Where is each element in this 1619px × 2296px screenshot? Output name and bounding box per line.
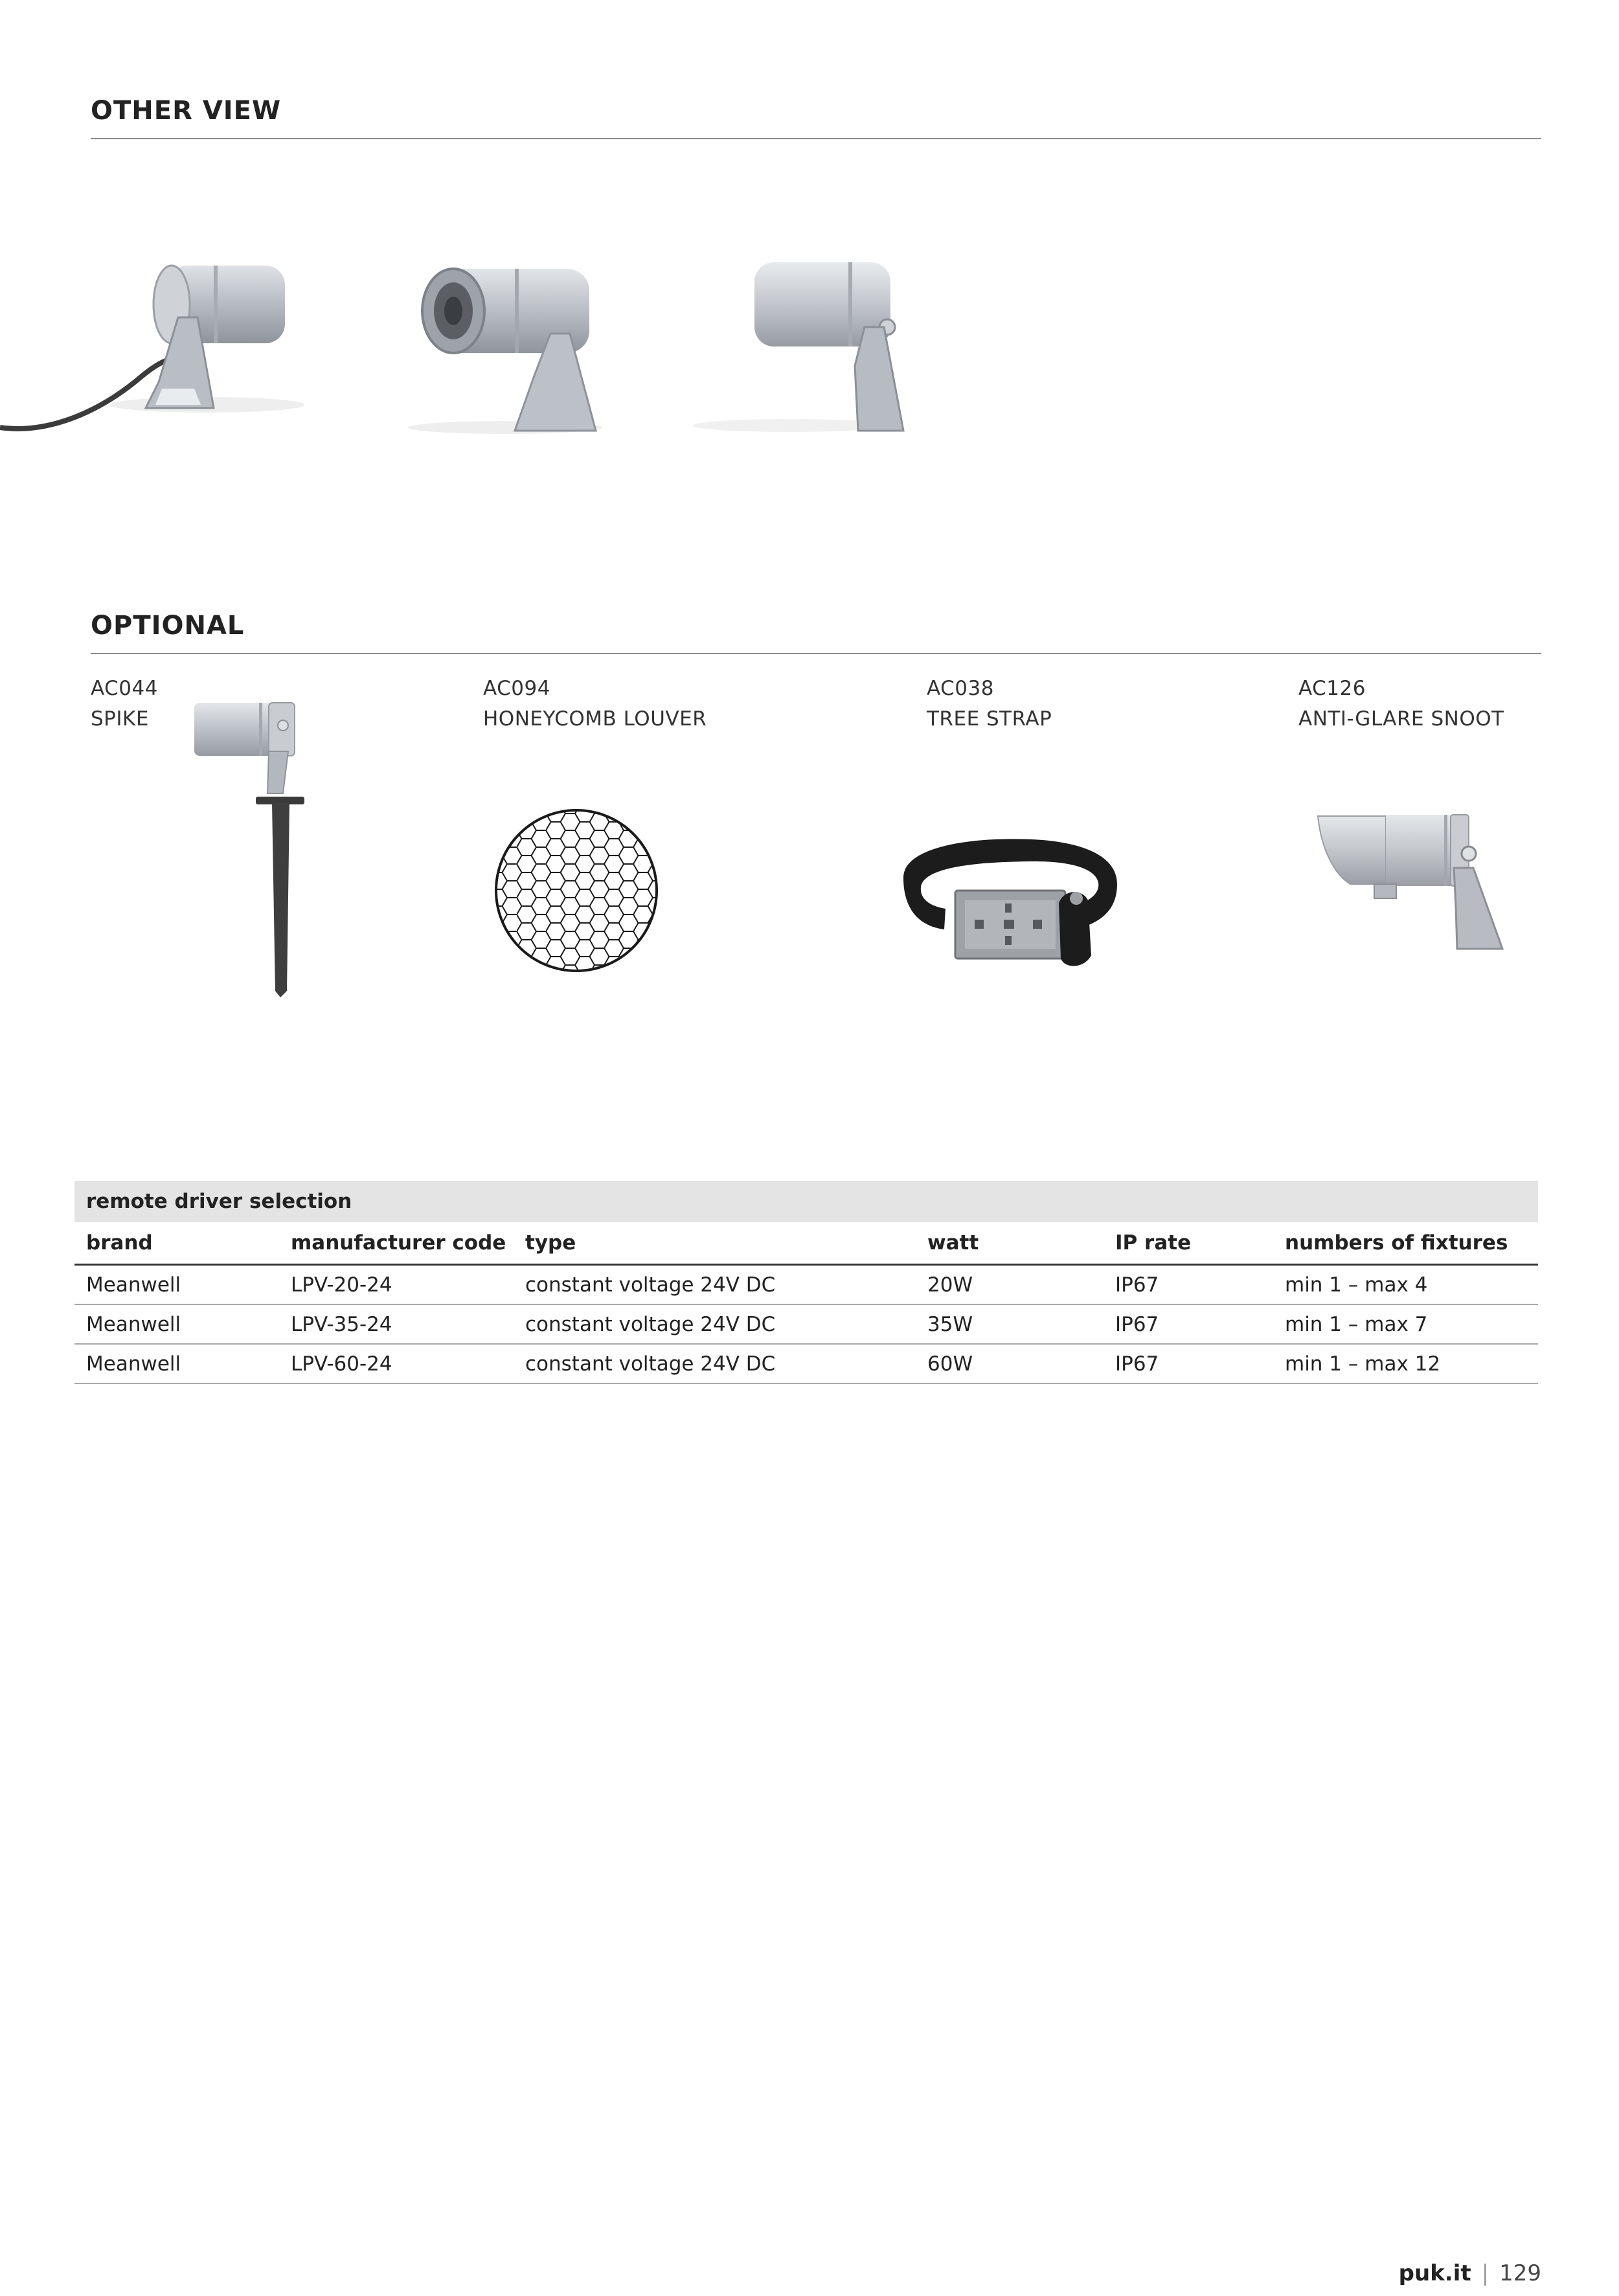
table-row	[74, 1344, 1538, 1383]
product-view-side-with-cable	[0, 253, 311, 447]
website-link[interactable]: puk.it	[1398, 2260, 1471, 2286]
accessory-code: AC126	[1298, 677, 1366, 700]
section-heading-optional: OPTIONAL	[91, 611, 245, 641]
table-cell: IP67	[1104, 1344, 1273, 1383]
table-cell: Meanwell	[74, 1344, 279, 1383]
table-row	[74, 1265, 1538, 1305]
section-divider	[91, 138, 1541, 139]
spike-product-image	[191, 699, 314, 1010]
product-view-rear	[693, 256, 907, 437]
section-divider	[91, 653, 1541, 654]
table-cell: constant voltage 24V DC	[514, 1344, 916, 1383]
table-cell: constant voltage 24V DC	[514, 1265, 916, 1305]
accessory-name: ANTI-GLARE SNOOT	[1298, 707, 1504, 731]
table-cell: constant voltage 24V DC	[514, 1304, 916, 1344]
table-cell: min 1 – max 12	[1273, 1344, 1538, 1383]
table-header-row	[74, 1222, 1538, 1265]
table-cell: LPV-35-24	[279, 1304, 514, 1344]
remote-driver-table	[74, 1181, 1538, 1384]
footer-separator: |	[1481, 2260, 1489, 2286]
table-cell: 35W	[916, 1304, 1104, 1344]
product-view-front	[402, 262, 615, 437]
table-cell: 60W	[916, 1344, 1104, 1383]
accessory-code: AC038	[927, 677, 994, 700]
accessory-name: TREE STRAP	[927, 707, 1052, 731]
accessory-label	[483, 674, 707, 734]
table-cell: IP67	[1104, 1304, 1273, 1344]
table-cell: min 1 – max 4	[1273, 1265, 1538, 1305]
page-footer	[1399, 2260, 1541, 2286]
tree-strap-image	[894, 826, 1127, 981]
table-cell: Meanwell	[74, 1265, 279, 1305]
table-cell: IP67	[1104, 1265, 1273, 1305]
table-row	[74, 1304, 1538, 1344]
column-header: type	[514, 1222, 916, 1265]
accessory-label	[927, 674, 1052, 734]
accessory-label	[91, 674, 158, 734]
table-title-row	[74, 1181, 1538, 1222]
column-header: brand	[74, 1222, 279, 1265]
accessory-name: SPIKE	[91, 707, 149, 731]
section-heading-other-view: OTHER VIEW	[91, 96, 282, 126]
honeycomb-louver-image	[492, 806, 661, 975]
table-cell: Meanwell	[74, 1304, 279, 1344]
table-title: remote driver selection	[74, 1181, 1538, 1222]
table-cell: 20W	[916, 1265, 1104, 1305]
accessory-name: HONEYCOMB LOUVER	[483, 707, 707, 731]
table-cell: LPV-60-24	[279, 1344, 514, 1383]
accessory-code: AC094	[483, 677, 550, 700]
column-header: manufacturer code	[279, 1222, 514, 1265]
column-header: IP rate	[1104, 1222, 1273, 1265]
page-number: 129	[1499, 2260, 1541, 2286]
table-cell: LPV-20-24	[279, 1265, 514, 1305]
table-cell: min 1 – max 7	[1273, 1304, 1538, 1344]
accessory-label	[1298, 674, 1504, 734]
column-header: numbers of fixtures	[1273, 1222, 1538, 1265]
column-header: watt	[916, 1222, 1104, 1265]
accessory-code: AC044	[91, 677, 158, 700]
anti-glare-snoot-image	[1315, 810, 1522, 959]
